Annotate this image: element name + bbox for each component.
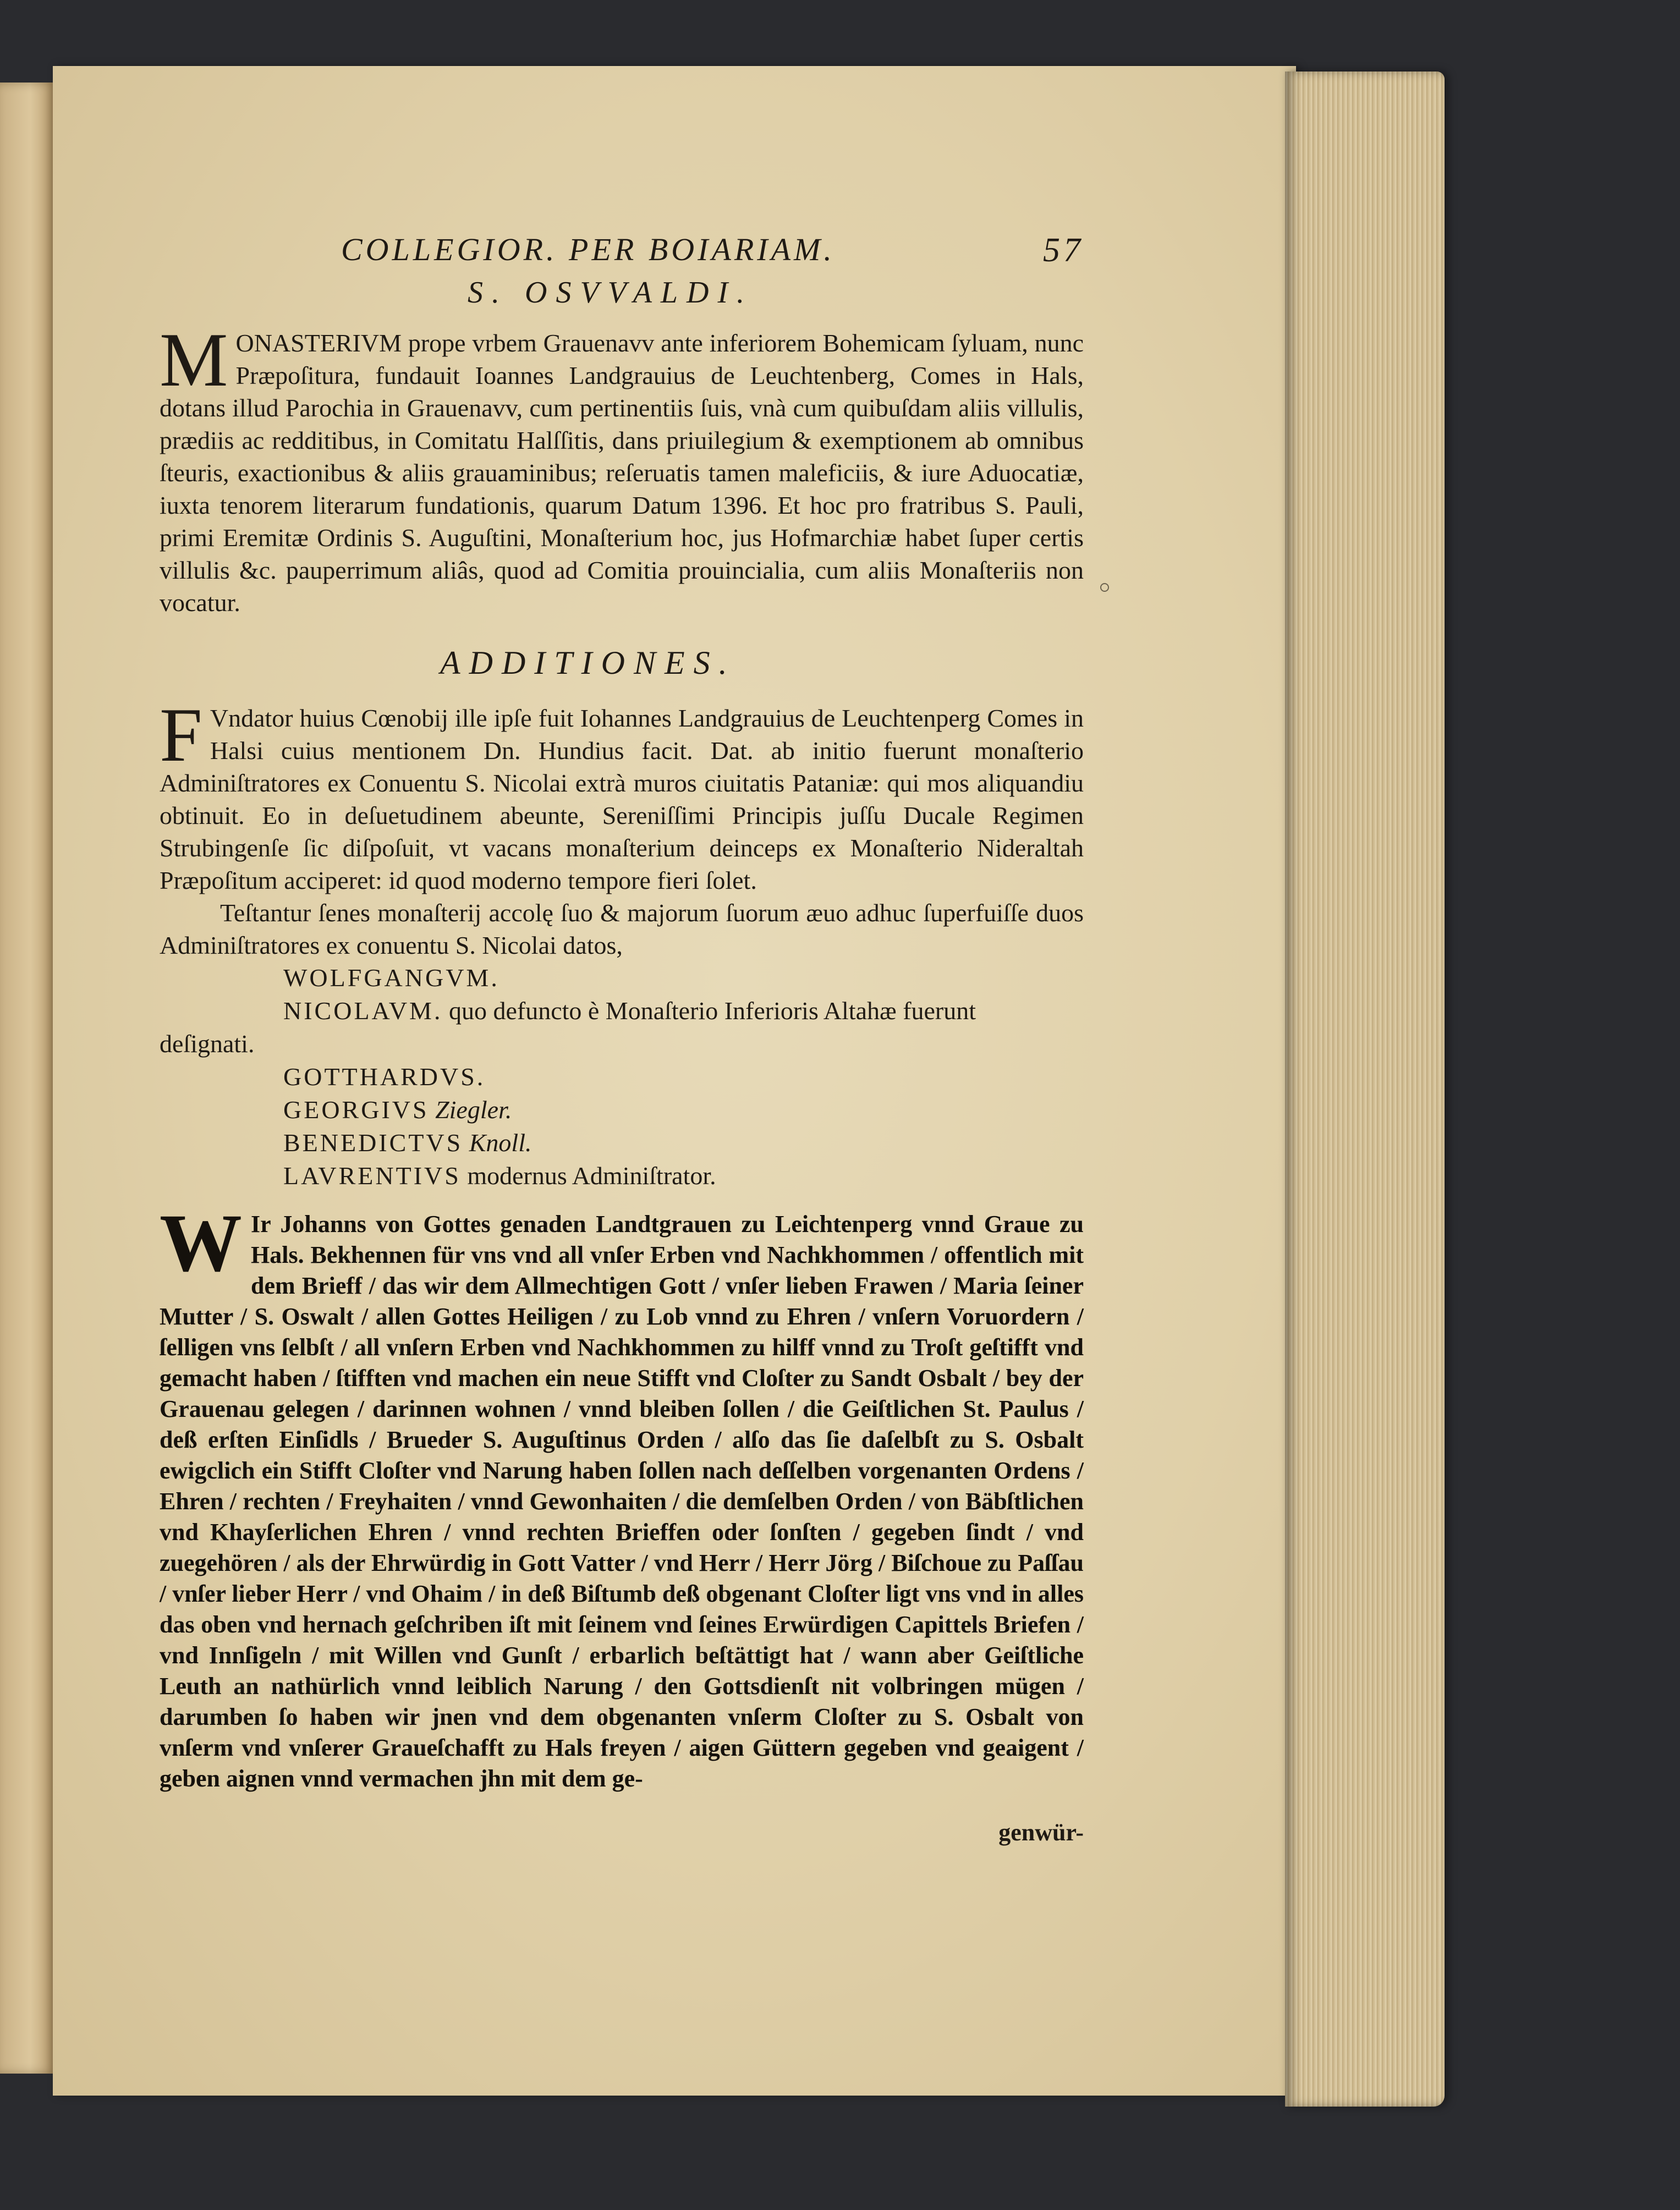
catchword: genwür- <box>998 1819 1084 1846</box>
name-caps: WOLFGANGVM. <box>283 964 499 992</box>
previous-page-edge <box>0 83 55 2074</box>
name-caps: LAVRENTIVS <box>283 1162 461 1190</box>
name-caps: GEORGIVS <box>283 1096 429 1124</box>
name-rest: quo defuncto è Monaſterio Inferioris Altahæ fuerunt <box>442 997 976 1025</box>
administrators-list <box>160 961 1084 1192</box>
name-rest: deſignati. <box>160 1030 255 1058</box>
name-caps: GOTTHARDVS. <box>283 1063 486 1091</box>
list-item <box>160 1060 1084 1093</box>
section-title: S. OSVVALDI. <box>468 276 754 310</box>
additions-title: ADDITIONES. <box>440 645 736 681</box>
ink-smudge <box>1100 583 1109 592</box>
list-item <box>160 1126 1084 1159</box>
additions-paragraph-1 <box>160 692 1084 897</box>
list-item <box>160 1093 1084 1126</box>
page-number: 57 <box>1043 232 1084 269</box>
list-item <box>160 1159 1084 1192</box>
additions-paragraph-2: Teſtantur ſenes monaſterij accolę ſuo & majorum ſuorum æuo adhuc ſuperfuiſſe duos Adminiſtratores ex conuentu S. Nicolai datos, <box>160 899 1084 959</box>
page-block-edges <box>1285 72 1445 2107</box>
charter-text-body: Ir Johanns von Gottes genaden Landtgrauen zu Leichtenperg vnnd Graue zu Hals. Bekhennen für vns vnd all vnſer Erben vnd Nachkhommen / offentlich mit dem Brieff / das wir dem Allmechtigen Gott / vnſer lieben Frawen / Maria ſeiner Mutter / S. Oswalt / allen Gottes Heiligen / zu Lob vnnd zu Ehren / vnſern Voruordern / ſelligen vns ſelbſt / all vnſern Erben vnd Nachkhommen zu hilff vnnd zu Troſt geſtifft vnd gemacht haben / ſtifften vnd machen ein neue Stifft vnd Cloſter zu Sandt Osbalt / bey der Grauenau gelegen / darinnen wohnen / vnnd bleiben ſollen / die Geiſtlichen St. Paulus / deß erſten Einſidls / Brueder S. Auguſtinus Orden / alſo das ſie daſelbſt zu S. Osbalt ewigclich ein Stifft Cloſter vnd Narung haben ſollen nach deſſelben vorgenanten Ordens / Ehren / rechten / Freyhaiten / vnnd Gewonhaiten / die demſelben Orden / von Bäbſtlichen vnd Khayſerlichen Ehren / vnnd rechten Brieffen oder ſonſten / gegeben ſindt / vnd zuegehören / als der Ehrwürdig in Gott Vatter / vnd Herr / Herr Jörg / Biſchoue zu Paſſau / vnſer lieber Herr / vnd Ohaim / in deß Biſtumb deß obgenant Cloſter ligt vns vnd in alles das oben vnd hernach geſchriben iſt mit ſeinem vnd ſeines Erwürdigen Capittels Briefen / vnd Innſigeln / mit Willen vnd Gunſt / erbarlich beſtättigt hat / wann aber Geiſtliche Leuth an nathürlich vnnd leiblich Narung / den Gottsdienſt nit volbringen mügen / darumben ſo haben wir jnen vnd dem obgenanten vnſerm Cloſter zu S. Osbalt von vnſerm vnd vnſerer Graueſchafft zu Hals freyen / aigen Güttern gegeben vnd geaigent / geben aignen vnnd vermachen jhn mit dem ge- <box>160 1211 1084 1792</box>
main-paragraph <box>160 317 1084 619</box>
dropcap-w: W <box>160 1197 242 1289</box>
dropcap-f: F <box>160 692 202 778</box>
name-caps: BENEDICTVS <box>283 1129 463 1157</box>
name-rest: modernus Adminiſtrator. <box>460 1162 716 1190</box>
list-item <box>160 1027 1084 1060</box>
list-item <box>160 961 1084 994</box>
name-rest: Ziegler. <box>429 1096 512 1124</box>
dropcap-m: M <box>160 317 228 403</box>
page-content <box>160 231 1084 1846</box>
name-caps: NICOLAVM. <box>283 997 443 1025</box>
additions-paragraph-1-text: Vndator huius Cœnobij ille ipſe fuit Iohannes Landgrauius de Leuchtenperg Comes in Halsi cuius mentionem Dn. Hundius facit. Dat. ab initio fuerunt monaſterio Adminiſtratores ex Conuentu S. Nicolai extrà muros ciuitatis Pataniæ: qui mos aliquandiu obtinuit. Eo in deſuetudinem abeunte, Sereniſſimi Principis juſſu Ducale Regimen Strubingenſe ſic diſpoſuit, vt vacans monaſterium deinceps ex Monaſterio Nideraltah Præpoſitum acciperet: id quod moderno tempore fieri ſolet. <box>160 704 1084 894</box>
main-paragraph-text: ONASTERIVM prope vrbem Grauenavv ante inferiorem Bohemicam ſyluam, nunc Præpoſitura, fundauit Ioannes Landgrauius de Leuchtenberg, Comes in Hals, dotans illud Parochia in Grauenavv, cum pertinentiis ſuis, vnà cum quibuſdam aliis villulis, prædiis ac redditibus, in Comitatu Halſſitis, dans priuilegium & exemptionem ab omnibus ſteuris, exactionibus & aliis grauaminibus; reſeruatis tamen maleficiis, & iure Aduocatiæ, iuxta tenorem literarum fundationis, quarum Datum 1396. Et hoc pro fratribus S. Pauli, primi Eremitæ Ordinis S. Auguſtini, Monaſterium hoc, jus Hofmarchiæ habet ſuper certis villulis &c. pauperrimum aliâs, quod ad Comitia prouincialia, cum aliis Monaſteriis non vocatur. <box>160 329 1084 617</box>
running-head <box>160 231 1084 275</box>
list-item <box>160 994 1084 1027</box>
name-rest: Knoll. <box>463 1129 532 1157</box>
running-title: COLLEGIOR. PER BOIARIAM. <box>341 232 835 267</box>
charter-text <box>160 1197 1084 1794</box>
